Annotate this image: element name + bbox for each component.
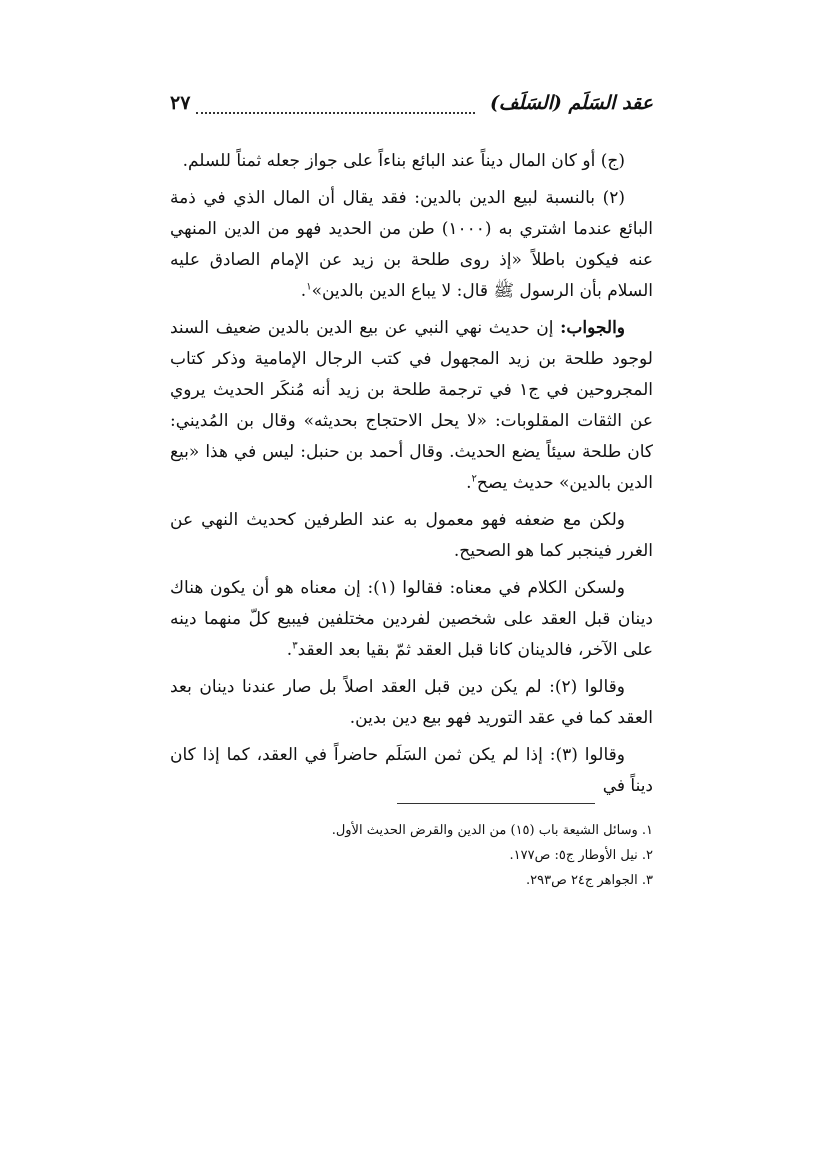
paragraph-5: ولسكن الكلام في معناه: فقالوا (١): إن معناه هو أن يكون هناك دينان قبل العقد على شخصين لفردين مختلفين فيبيع كلّ منهما دينه على الآخر، فالدينان كانا قبل العقد ثمّ بقيا بعد العقد$^٣$.: [170, 578, 653, 660]
footnote-2: ٢. نيل الأوطار ج٥: ص١٧٧.: [509, 848, 653, 863]
footnote-ref-1[interactable]: ١: [306, 281, 312, 293]
footnotes: [300, 818, 653, 893]
footnote-1: ١. وسائل الشيعة باب (١٥) من الدين والقرض الحديث الأول.: [331, 823, 653, 838]
header-dotted-leader: [196, 112, 475, 114]
footnote-ref-3[interactable]: ٣: [292, 640, 298, 652]
main-text: [170, 146, 653, 808]
answer-label: والجواب:: [560, 318, 625, 338]
paragraph-3-text: إن حديث نهي النبي عن بيع الدين بالدين ضعيف السند لوجود طلحة بن زيد المجهول في كتب الرجال الإمامية وذكر كتاب المجروحين في ج١ في ترجمة طلحة بن زيد أنه مُنكَر الحديث يروي عن الثقات المقلوبات: «لا يحل الاحتجاج بحديثه» وقال بن المُديني: كان طلحة سيئاً يضع الحديث. وقال أحمد بن حنبل: ليس في هذا «بيع الدين بالدين» حديث يصح: [170, 318, 654, 493]
paragraph-2-text: (٢) بالنسبة لبيع الدين بالدين: فقد يقال أن المال الذي في ذمة البائع عندما اشتري به (١٠٠٠) طن من الحديد فهو من الدين المنهي عنه فيكون باطلاً «إذ روى طلحة بن زيد عن الإمام الصادق عليه السلام بأن الرسول ﷺ قال: لا يباع الدين بالدين»: [170, 188, 653, 301]
paragraph-3: والجواب: إن حديث نهي النبي عن بيع الدين بالدين ضعيف السند لوجود طلحة بن زيد المجهول في كتب الرجال الإمامية وذكر كتاب المجروحين في ج١ في ترجمة طلحة بن زيد أنه مُنكَر الحديث يروي عن الثقات المقلوبات: «لا يحل الاحتجاج بحديثه» وقال بن المُديني: كان طلحة سيئاً يضع الحديث. وقال أحمد بن حنبل: ليس في هذا «بيع الدين بالدين» حديث يصح$^٢$.: [170, 318, 654, 493]
paragraph-6: وقالوا (٢): لم يكن دين قبل العقد اصلاً بل صار عندنا دينان بعد العقد كما في عقد التوريد فهو بيع دين بدين.: [170, 677, 653, 728]
paragraph-1: (ج) أو كان المال ديناً عند البائع بناءاً على جواز جعله ثمناً للسلم.: [182, 151, 625, 171]
footnote-divider: [397, 803, 595, 804]
paragraph-5-text: ولسكن الكلام في معناه: فقالوا (١): إن معناه هو أن يكون هناك دينان قبل العقد على شخصين لفردين مختلفين فيبيع كلّ منهما دينه على الآخر، فالدينان كانا قبل العقد ثمّ بقيا بعد العقد: [170, 578, 653, 660]
paragraph-7: وقالوا (٣): إذا لم يكن ثمن السَلَم حاضراً في العقد، كما إذا كان ديناً في: [170, 745, 653, 796]
running-header: [170, 92, 653, 126]
paragraph-2: (٢) بالنسبة لبيع الدين بالدين: فقد يقال أن المال الذي في ذمة البائع عندما اشتري به (١٠٠٠) طن من الحديد فهو من الدين المنهي عنه فيكون باطلاً «إذ روى طلحة بن زيد عن الإمام الصادق عليه السلام بأن الرسول ﷺ قال: لا يباع الدين بالدين»$^١$.: [170, 188, 653, 301]
page-number: ٢٧: [170, 92, 191, 114]
footnote-ref-2[interactable]: ٢: [471, 473, 477, 485]
paragraph-4: ولكن مع ضعفه فهو معمول به عند الطرفين كحديث النهي عن الغرر فينجبر كما هو الصحيح.: [170, 510, 653, 561]
footnote-3: ٣. الجواهر ج٢٤ ص٢٩٣.: [525, 873, 653, 888]
header-title: عقد السَلَم (السَلَف): [489, 92, 653, 114]
